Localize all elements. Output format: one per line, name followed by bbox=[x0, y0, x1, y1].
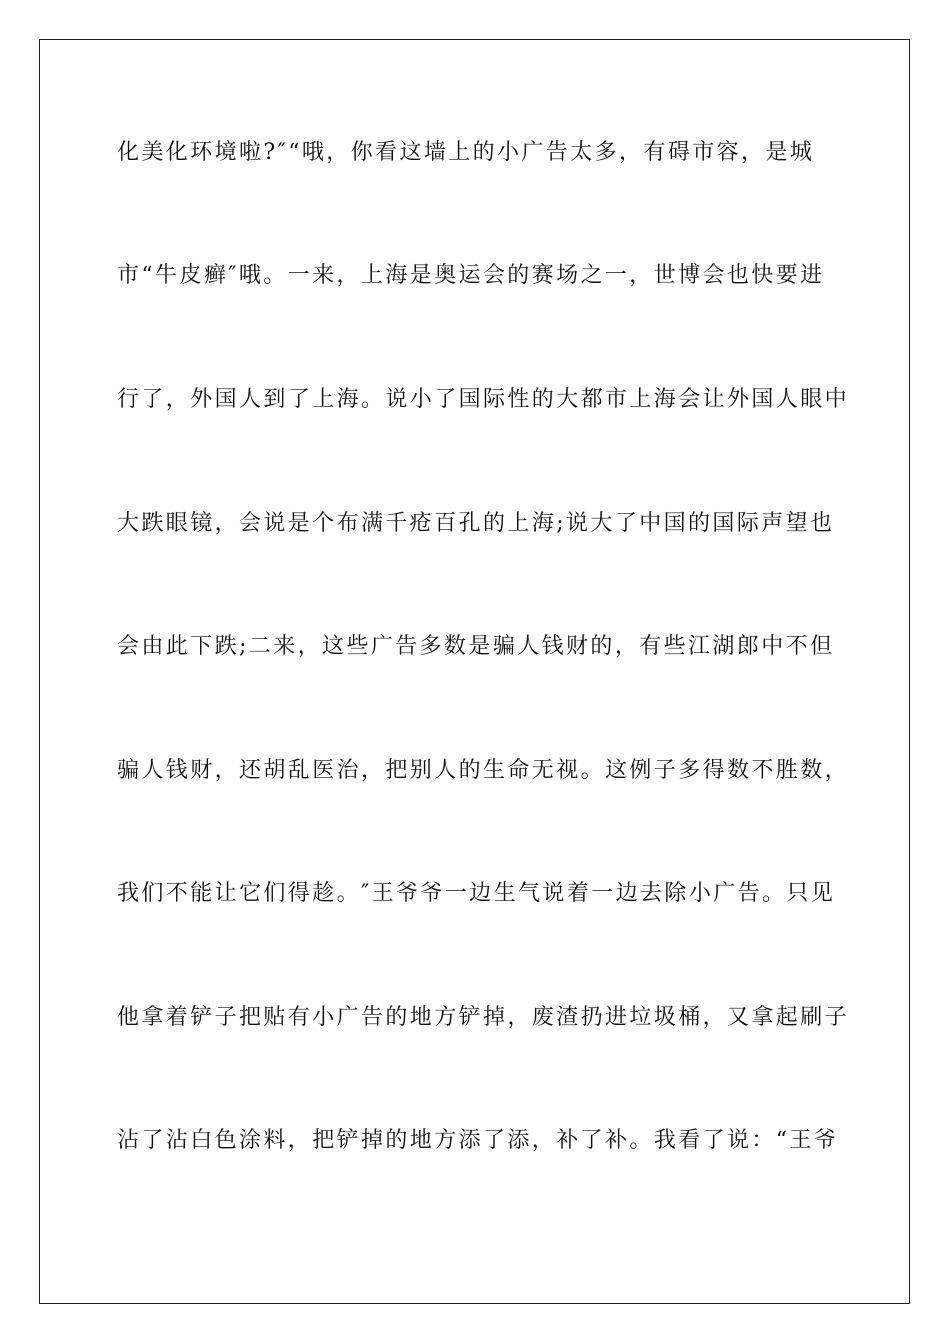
paragraph-line-1: 化美化环境啦?″“哦，你看这墙上的小广告太多，有碍市容，是城 bbox=[117, 140, 815, 165]
page-border bbox=[39, 39, 910, 1304]
paragraph-line-7: 我们不能让它们得趁。″王爷爷一边生气说着一边去除小广告。只见 bbox=[117, 881, 836, 906]
paragraph-line-8: 他拿着铲子把贴有小广告的地方铲掉，废渣扔进垃圾桶，又拿起刷子 bbox=[117, 1005, 850, 1030]
paragraph-line-3: 行了，外国人到了上海。说小了国际性的大都市上海会让外国人眼中 bbox=[117, 387, 850, 412]
paragraph-line-2: 市“牛皮癣″哦。一来，上海是奥运会的赛场之一，世博会也快要进 bbox=[117, 263, 825, 288]
paragraph-line-5: 会由此下跌;二来，这些广告多数是骗人钱财的，有些江湖郎中不但 bbox=[117, 634, 835, 659]
paragraph-line-4: 大跌眼镜，会说是个布满千疮百孔的上海;说大了中国的国际声望也 bbox=[117, 511, 835, 536]
paragraph-line-9: 沾了沾白色涂料，把铲掉的地方添了添，补了补。我看了说：“王爷 bbox=[117, 1128, 839, 1153]
paragraph-line-6: 骗人钱财，还胡乱医治，把别人的生命无视。这例子多得数不胜数， bbox=[117, 758, 850, 783]
